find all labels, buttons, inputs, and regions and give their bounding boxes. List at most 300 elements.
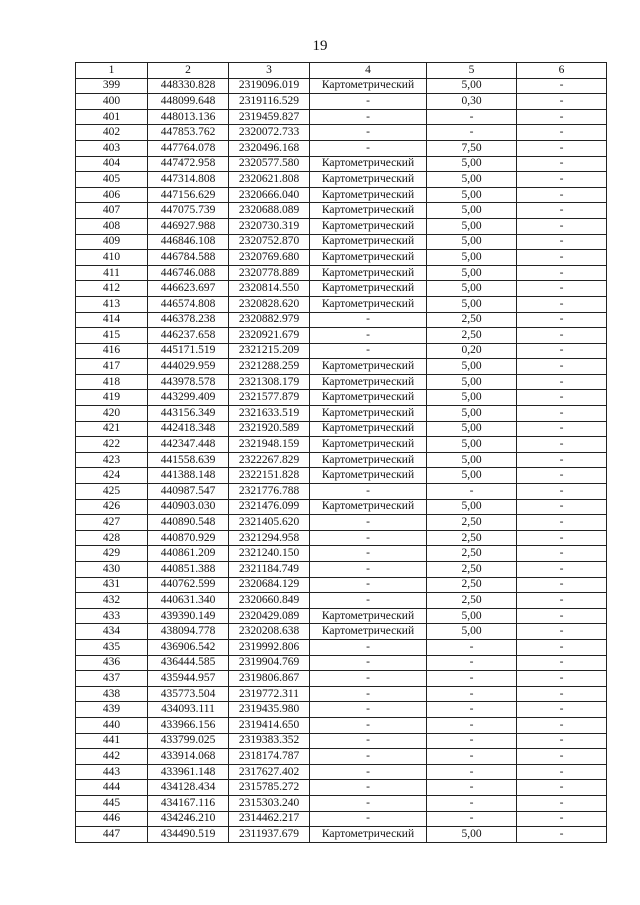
point-number-cell: 414 (76, 312, 148, 328)
note-cell: - (517, 250, 607, 266)
x-coordinate-cell: 448013.136 (148, 109, 229, 125)
method-cell: - (310, 530, 427, 546)
accuracy-cell: 5,00 (427, 265, 517, 281)
accuracy-cell: 2,50 (427, 515, 517, 531)
accuracy-cell: 5,00 (427, 78, 517, 94)
accuracy-cell: - (427, 702, 517, 718)
note-cell: - (517, 795, 607, 811)
y-coordinate-cell: 2321288.259 (229, 359, 310, 375)
method-cell: Картометрический (310, 827, 427, 843)
y-coordinate-cell: 2319116.529 (229, 94, 310, 110)
coordinates-table (75, 62, 607, 843)
x-coordinate-cell: 444029.959 (148, 359, 229, 375)
table-row (76, 203, 607, 219)
method-cell: - (310, 577, 427, 593)
table-row (76, 608, 607, 624)
accuracy-cell: 2,50 (427, 312, 517, 328)
accuracy-cell: 5,00 (427, 172, 517, 188)
point-number-cell: 399 (76, 78, 148, 94)
method-cell: Картометрический (310, 296, 427, 312)
table-row (76, 94, 607, 110)
note-cell: - (517, 359, 607, 375)
point-number-cell: 419 (76, 390, 148, 406)
note-cell: - (517, 562, 607, 578)
method-cell: Картометрический (310, 172, 427, 188)
point-number-cell: 421 (76, 421, 148, 437)
point-number-cell: 400 (76, 94, 148, 110)
table-header-row (76, 63, 607, 79)
table-row (76, 499, 607, 515)
note-cell: - (517, 624, 607, 640)
point-number-cell: 443 (76, 764, 148, 780)
accuracy-cell: - (427, 764, 517, 780)
method-cell: - (310, 593, 427, 609)
table-row (76, 749, 607, 765)
x-coordinate-cell: 433914.068 (148, 749, 229, 765)
method-cell: Картометрический (310, 499, 427, 515)
note-cell: - (517, 577, 607, 593)
x-coordinate-cell: 434246.210 (148, 811, 229, 827)
point-number-cell: 401 (76, 109, 148, 125)
y-coordinate-cell: 2314462.217 (229, 811, 310, 827)
x-coordinate-cell: 443299.409 (148, 390, 229, 406)
accuracy-cell: - (427, 717, 517, 733)
y-coordinate-cell: 2320688.089 (229, 203, 310, 219)
y-coordinate-cell: 2321308.179 (229, 374, 310, 390)
point-number-cell: 404 (76, 156, 148, 172)
y-coordinate-cell: 2321476.099 (229, 499, 310, 515)
y-coordinate-cell: 2321948.159 (229, 437, 310, 453)
table-row (76, 187, 607, 203)
method-cell: - (310, 811, 427, 827)
y-coordinate-cell: 2319904.769 (229, 655, 310, 671)
accuracy-cell: 0,30 (427, 94, 517, 110)
y-coordinate-cell: 2321776.788 (229, 484, 310, 500)
x-coordinate-cell: 446846.108 (148, 234, 229, 250)
method-cell: - (310, 655, 427, 671)
x-coordinate-cell: 447472.958 (148, 156, 229, 172)
point-number-cell: 422 (76, 437, 148, 453)
table-row (76, 78, 607, 94)
method-cell: - (310, 484, 427, 500)
point-number-cell: 410 (76, 250, 148, 266)
table-row (76, 156, 607, 172)
table-row (76, 639, 607, 655)
table-row (76, 515, 607, 531)
point-number-cell: 418 (76, 374, 148, 390)
x-coordinate-cell: 446623.697 (148, 281, 229, 297)
y-coordinate-cell: 2320769.680 (229, 250, 310, 266)
method-cell: Картометрический (310, 437, 427, 453)
point-number-cell: 446 (76, 811, 148, 827)
table-row (76, 780, 607, 796)
table-row (76, 530, 607, 546)
x-coordinate-cell: 446378.238 (148, 312, 229, 328)
method-cell: - (310, 686, 427, 702)
table-row (76, 811, 607, 827)
point-number-cell: 440 (76, 717, 148, 733)
method-cell: - (310, 795, 427, 811)
accuracy-cell: 2,50 (427, 562, 517, 578)
method-cell: Картометрический (310, 203, 427, 219)
table-row (76, 250, 607, 266)
y-coordinate-cell: 2321405.620 (229, 515, 310, 531)
method-cell: Картометрический (310, 281, 427, 297)
point-number-cell: 417 (76, 359, 148, 375)
method-cell: Картометрический (310, 234, 427, 250)
note-cell: - (517, 515, 607, 531)
point-number-cell: 413 (76, 296, 148, 312)
method-cell: - (310, 312, 427, 328)
point-number-cell: 428 (76, 530, 148, 546)
table-row (76, 374, 607, 390)
method-cell: - (310, 515, 427, 531)
table-row (76, 296, 607, 312)
table-row (76, 671, 607, 687)
accuracy-cell: 2,50 (427, 593, 517, 609)
note-cell: - (517, 811, 607, 827)
y-coordinate-cell: 2320577.580 (229, 156, 310, 172)
x-coordinate-cell: 433799.025 (148, 733, 229, 749)
note-cell: - (517, 468, 607, 484)
column-header: 3 (229, 63, 310, 79)
accuracy-cell: - (427, 749, 517, 765)
accuracy-cell: - (427, 686, 517, 702)
x-coordinate-cell: 446784.588 (148, 250, 229, 266)
y-coordinate-cell: 2320429.089 (229, 608, 310, 624)
table-row (76, 593, 607, 609)
y-coordinate-cell: 2320208.638 (229, 624, 310, 640)
note-cell: - (517, 218, 607, 234)
table-row (76, 125, 607, 141)
note-cell: - (517, 671, 607, 687)
point-number-cell: 442 (76, 749, 148, 765)
y-coordinate-cell: 2319383.352 (229, 733, 310, 749)
x-coordinate-cell: 442418.348 (148, 421, 229, 437)
x-coordinate-cell: 443156.349 (148, 406, 229, 422)
point-number-cell: 425 (76, 484, 148, 500)
x-coordinate-cell: 447764.078 (148, 140, 229, 156)
x-coordinate-cell: 436906.542 (148, 639, 229, 655)
y-coordinate-cell: 2320496.168 (229, 140, 310, 156)
page-number: 19 (312, 38, 328, 54)
method-cell: Картометрический (310, 608, 427, 624)
method-cell: - (310, 702, 427, 718)
accuracy-cell: - (427, 125, 517, 141)
point-number-cell: 447 (76, 827, 148, 843)
method-cell: Картометрический (310, 218, 427, 234)
table-row (76, 686, 607, 702)
note-cell: - (517, 639, 607, 655)
table-row (76, 140, 607, 156)
accuracy-cell: 2,50 (427, 530, 517, 546)
table-row (76, 343, 607, 359)
table-row (76, 717, 607, 733)
x-coordinate-cell: 441558.639 (148, 452, 229, 468)
accuracy-cell: 5,00 (427, 359, 517, 375)
column-header: 4 (310, 63, 427, 79)
note-cell: - (517, 686, 607, 702)
note-cell: - (517, 749, 607, 765)
note-cell: - (517, 780, 607, 796)
method-cell: Картометрический (310, 421, 427, 437)
method-cell: Картометрический (310, 78, 427, 94)
note-cell: - (517, 593, 607, 609)
point-number-cell: 412 (76, 281, 148, 297)
y-coordinate-cell: 2320660.849 (229, 593, 310, 609)
y-coordinate-cell: 2320730.319 (229, 218, 310, 234)
note-cell: - (517, 546, 607, 562)
x-coordinate-cell: 441388.148 (148, 468, 229, 484)
y-coordinate-cell: 2319806.867 (229, 671, 310, 687)
point-number-cell: 406 (76, 187, 148, 203)
table-row (76, 218, 607, 234)
x-coordinate-cell: 440851.388 (148, 562, 229, 578)
accuracy-cell: 5,00 (427, 390, 517, 406)
table-row (76, 655, 607, 671)
accuracy-cell: 5,00 (427, 203, 517, 219)
x-coordinate-cell: 447853.762 (148, 125, 229, 141)
accuracy-cell: - (427, 811, 517, 827)
method-cell: - (310, 671, 427, 687)
point-number-cell: 430 (76, 562, 148, 578)
x-coordinate-cell: 440861.209 (148, 546, 229, 562)
y-coordinate-cell: 2321577.879 (229, 390, 310, 406)
point-number-cell: 423 (76, 452, 148, 468)
accuracy-cell: 5,00 (427, 421, 517, 437)
point-number-cell: 424 (76, 468, 148, 484)
x-coordinate-cell: 446927.988 (148, 218, 229, 234)
note-cell: - (517, 530, 607, 546)
column-header: 2 (148, 63, 229, 79)
method-cell: - (310, 639, 427, 655)
x-coordinate-cell: 448099.648 (148, 94, 229, 110)
accuracy-cell: 2,50 (427, 577, 517, 593)
y-coordinate-cell: 2320684.129 (229, 577, 310, 593)
note-cell: - (517, 234, 607, 250)
point-number-cell: 416 (76, 343, 148, 359)
accuracy-cell: 5,00 (427, 499, 517, 515)
note-cell: - (517, 702, 607, 718)
method-cell: Картометрический (310, 468, 427, 484)
y-coordinate-cell: 2320828.620 (229, 296, 310, 312)
note-cell: - (517, 265, 607, 281)
accuracy-cell: 5,00 (427, 374, 517, 390)
accuracy-cell: - (427, 639, 517, 655)
point-number-cell: 441 (76, 733, 148, 749)
method-cell: - (310, 328, 427, 344)
method-cell: - (310, 749, 427, 765)
table-row (76, 328, 607, 344)
y-coordinate-cell: 2320921.679 (229, 328, 310, 344)
table-row (76, 827, 607, 843)
y-coordinate-cell: 2321920.589 (229, 421, 310, 437)
table-row (76, 733, 607, 749)
point-number-cell: 434 (76, 624, 148, 640)
note-cell: - (517, 437, 607, 453)
point-number-cell: 411 (76, 265, 148, 281)
accuracy-cell: 5,00 (427, 827, 517, 843)
note-cell: - (517, 78, 607, 94)
x-coordinate-cell: 447075.739 (148, 203, 229, 219)
y-coordinate-cell: 2320752.870 (229, 234, 310, 250)
table-row (76, 546, 607, 562)
table-row (76, 312, 607, 328)
table-row (76, 484, 607, 500)
accuracy-cell: 5,00 (427, 406, 517, 422)
accuracy-cell: 0,20 (427, 343, 517, 359)
accuracy-cell: 5,00 (427, 468, 517, 484)
note-cell: - (517, 406, 607, 422)
note-cell: - (517, 827, 607, 843)
note-cell: - (517, 499, 607, 515)
accuracy-cell: - (427, 109, 517, 125)
point-number-cell: 415 (76, 328, 148, 344)
x-coordinate-cell: 440987.547 (148, 484, 229, 500)
x-coordinate-cell: 447314.808 (148, 172, 229, 188)
note-cell: - (517, 608, 607, 624)
y-coordinate-cell: 2320666.040 (229, 187, 310, 203)
table-body (76, 78, 607, 842)
method-cell: Картометрический (310, 374, 427, 390)
y-coordinate-cell: 2321294.958 (229, 530, 310, 546)
y-coordinate-cell: 2320778.889 (229, 265, 310, 281)
y-coordinate-cell: 2321215.209 (229, 343, 310, 359)
point-number-cell: 409 (76, 234, 148, 250)
method-cell: - (310, 546, 427, 562)
note-cell: - (517, 390, 607, 406)
x-coordinate-cell: 435773.504 (148, 686, 229, 702)
table-row (76, 265, 607, 281)
method-cell: - (310, 125, 427, 141)
accuracy-cell: 5,00 (427, 281, 517, 297)
method-cell: - (310, 94, 427, 110)
table-row (76, 764, 607, 780)
x-coordinate-cell: 440903.030 (148, 499, 229, 515)
note-cell: - (517, 312, 607, 328)
x-coordinate-cell: 435944.957 (148, 671, 229, 687)
accuracy-cell: 5,00 (427, 156, 517, 172)
table-row (76, 795, 607, 811)
point-number-cell: 408 (76, 218, 148, 234)
note-cell: - (517, 109, 607, 125)
y-coordinate-cell: 2315785.272 (229, 780, 310, 796)
y-coordinate-cell: 2322151.828 (229, 468, 310, 484)
point-number-cell: 429 (76, 546, 148, 562)
y-coordinate-cell: 2319096.019 (229, 78, 310, 94)
point-number-cell: 437 (76, 671, 148, 687)
table-row (76, 281, 607, 297)
column-header: 6 (517, 63, 607, 79)
x-coordinate-cell: 446746.088 (148, 265, 229, 281)
note-cell: - (517, 374, 607, 390)
x-coordinate-cell: 433966.156 (148, 717, 229, 733)
y-coordinate-cell: 2319414.650 (229, 717, 310, 733)
method-cell: Картометрический (310, 187, 427, 203)
method-cell: Картометрический (310, 156, 427, 172)
method-cell: Картометрический (310, 265, 427, 281)
column-header: 5 (427, 63, 517, 79)
accuracy-cell: - (427, 655, 517, 671)
x-coordinate-cell: 436444.585 (148, 655, 229, 671)
note-cell: - (517, 328, 607, 344)
y-coordinate-cell: 2319772.311 (229, 686, 310, 702)
point-number-cell: 436 (76, 655, 148, 671)
method-cell: - (310, 764, 427, 780)
x-coordinate-cell: 434093.111 (148, 702, 229, 718)
point-number-cell: 435 (76, 639, 148, 655)
table-row (76, 234, 607, 250)
point-number-cell: 402 (76, 125, 148, 141)
note-cell: - (517, 125, 607, 141)
note-cell: - (517, 281, 607, 297)
point-number-cell: 444 (76, 780, 148, 796)
y-coordinate-cell: 2320072.733 (229, 125, 310, 141)
accuracy-cell: 5,00 (427, 437, 517, 453)
x-coordinate-cell: 439390.149 (148, 608, 229, 624)
accuracy-cell: 5,00 (427, 234, 517, 250)
accuracy-cell: - (427, 484, 517, 500)
y-coordinate-cell: 2318174.787 (229, 749, 310, 765)
accuracy-cell: - (427, 671, 517, 687)
x-coordinate-cell: 442347.448 (148, 437, 229, 453)
point-number-cell: 405 (76, 172, 148, 188)
x-coordinate-cell: 448330.828 (148, 78, 229, 94)
x-coordinate-cell: 438094.778 (148, 624, 229, 640)
y-coordinate-cell: 2320882.979 (229, 312, 310, 328)
table-row (76, 390, 607, 406)
x-coordinate-cell: 447156.629 (148, 187, 229, 203)
x-coordinate-cell: 446237.658 (148, 328, 229, 344)
table-row (76, 702, 607, 718)
note-cell: - (517, 733, 607, 749)
table-row (76, 624, 607, 640)
accuracy-cell: 5,00 (427, 250, 517, 266)
accuracy-cell: 5,00 (427, 187, 517, 203)
y-coordinate-cell: 2321184.749 (229, 562, 310, 578)
method-cell: Картометрический (310, 250, 427, 266)
point-number-cell: 438 (76, 686, 148, 702)
note-cell: - (517, 296, 607, 312)
method-cell: Картометрический (310, 390, 427, 406)
note-cell: - (517, 343, 607, 359)
x-coordinate-cell: 440631.340 (148, 593, 229, 609)
x-coordinate-cell: 443978.578 (148, 374, 229, 390)
y-coordinate-cell: 2321240.150 (229, 546, 310, 562)
point-number-cell: 407 (76, 203, 148, 219)
accuracy-cell: 5,00 (427, 452, 517, 468)
y-coordinate-cell: 2322267.829 (229, 452, 310, 468)
x-coordinate-cell: 446574.808 (148, 296, 229, 312)
point-number-cell: 420 (76, 406, 148, 422)
point-number-cell: 426 (76, 499, 148, 515)
table-row (76, 406, 607, 422)
accuracy-cell: 2,50 (427, 328, 517, 344)
y-coordinate-cell: 2311937.679 (229, 827, 310, 843)
x-coordinate-cell: 440762.599 (148, 577, 229, 593)
y-coordinate-cell: 2319435.980 (229, 702, 310, 718)
method-cell: - (310, 343, 427, 359)
note-cell: - (517, 717, 607, 733)
note-cell: - (517, 203, 607, 219)
y-coordinate-cell: 2317627.402 (229, 764, 310, 780)
table-row (76, 172, 607, 188)
note-cell: - (517, 172, 607, 188)
table-row (76, 421, 607, 437)
point-number-cell: 431 (76, 577, 148, 593)
x-coordinate-cell: 434167.116 (148, 795, 229, 811)
accuracy-cell: 5,00 (427, 218, 517, 234)
